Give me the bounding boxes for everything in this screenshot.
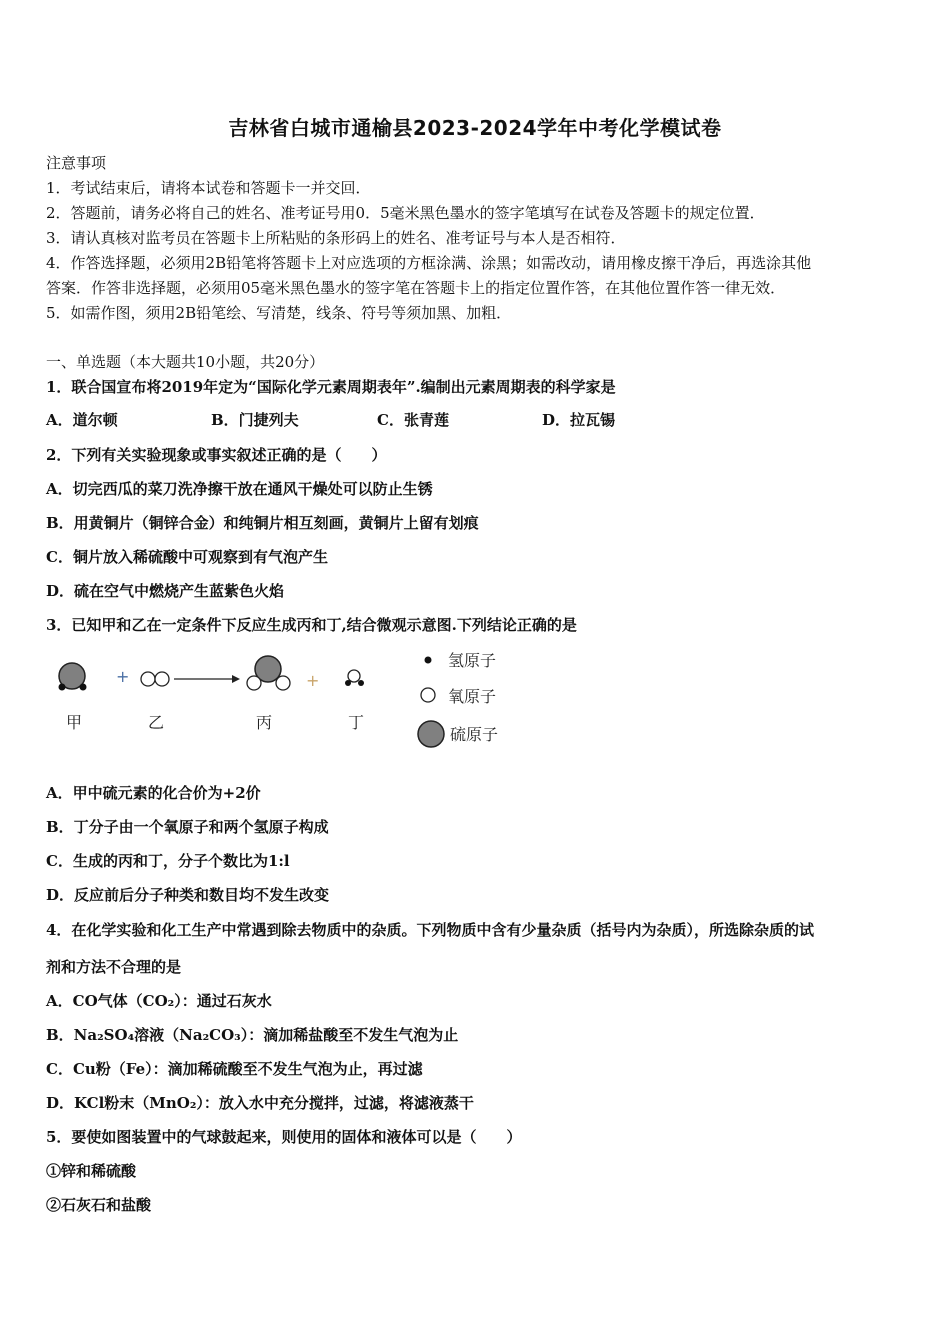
- notice-item: 3．请认真核对监考员在答题卡上所粘贴的条形码上的姓名、准考证号与本人是否相符．: [46, 229, 626, 247]
- notice-item: 1．考试结束后，请将本试卷和答题卡一并交回．: [46, 179, 371, 197]
- q1-option-a: A．道尔顿: [46, 411, 118, 429]
- q4-option-c: C．Cu粉（Fe）：滴加稀硫酸至不发生气泡为止，再过滤: [46, 1060, 423, 1078]
- notice-item: 2．答题前，请务必将自己的姓名、准考证号用0．5毫米黑色墨水的签字笔填写在试卷及答题卡的规定位置．: [46, 204, 765, 222]
- q5-item-2: ②石灰石和盐酸: [46, 1196, 152, 1214]
- q2-option-a: A．切完西瓜的菜刀洗净擦干放在通风干燥处可以防止生锈: [46, 480, 433, 498]
- q4-option-d: D．KCl粉末（MnO₂）：放入水中充分搅拌，过滤，将滤液蒸干: [46, 1094, 474, 1112]
- q1-option-d: D．拉瓦锡: [542, 411, 616, 429]
- plus-sign: +: [306, 671, 320, 690]
- label-ding: 丁: [348, 713, 365, 732]
- notice-item: 答案．作答非选择题，必须用05毫米黑色墨水的签字笔在答题卡上的指定位置作答，在其他位置作答一律无效．: [46, 279, 786, 297]
- q4-option-b: B．Na₂SO₄溶液（Na₂CO₃）：滴加稀盐酸至不发生气泡为止: [46, 1026, 459, 1044]
- q3-option-a: A．甲中硫元素的化合价为+2价: [46, 784, 261, 802]
- label-yi: 乙: [148, 713, 165, 732]
- q4-stem-line2: 剂和方法不合理的是: [46, 958, 182, 976]
- q1-option-c: C．张青莲: [377, 411, 449, 429]
- legend-oxygen: 氧原子: [448, 687, 497, 706]
- molecule-yi: [141, 672, 169, 686]
- q1-stem: 1．联合国宣布将2019年定为“国际化学元素周期表年”.编制出元素周期表的科学家是: [46, 378, 616, 396]
- q2-stem: 2．下列有关实验现象或事实叙述正确的是（ ）: [46, 446, 387, 464]
- q2-option-d: D．硫在空气中燃烧产生蓝紫色火焰: [46, 582, 285, 600]
- q2-option-b: B．用黄铜片（铜锌合金）和纯铜片相互刻画，黄铜片上留有划痕: [46, 514, 479, 532]
- molecule-jia: [59, 663, 87, 691]
- molecule-bing: [247, 656, 290, 690]
- oxygen-atom-icon: [421, 688, 435, 702]
- page-title: 吉林省白城市通榆县2023-2024学年中考化学模试卷: [228, 116, 722, 140]
- legend-hydrogen: 氢原子: [448, 651, 497, 670]
- q3-option-b: B．丁分子由一个氧原子和两个氢原子构成: [46, 818, 329, 836]
- q4-stem-line1: 4．在化学实验和化工生产中常遇到除去物质中的杂质。下列物质中含有少量杂质（括号内为杂质），所选除杂质的试: [46, 921, 814, 939]
- q3-option-d: D．反应前后分子种类和数目均不发生改变: [46, 886, 330, 904]
- q3-stem: 3．已知甲和乙在一定条件下反应生成丙和丁,结合微观示意图.下列结论正确的是: [46, 616, 577, 634]
- notice-item: 4．作答选择题，必须用2B铅笔将答题卡上对应选项的方框涂满、涂黑；如需改动，请用橡皮擦干净后，再选涂其他: [46, 254, 812, 272]
- legend-sulfur: 硫原子: [450, 725, 499, 744]
- q2-option-c: C．铜片放入稀硫酸中可观察到有气泡产生: [46, 548, 328, 566]
- q1-option-b: B．门捷列夫: [211, 411, 299, 429]
- q5-stem: 5．要使如图装置中的气球鼓起来，则使用的固体和液体可以是（ ）: [46, 1128, 522, 1146]
- q4-option-a: A．CO气体（CO₂）：通过石灰水: [46, 992, 272, 1010]
- q3-option-c: C．生成的丙和丁，分子个数比为1:l: [46, 852, 290, 870]
- label-jia: 甲: [66, 713, 83, 732]
- section-heading: 一、单选题（本大题共10小题，共20分）: [46, 353, 325, 371]
- reaction-diagram: [46, 648, 526, 758]
- hydrogen-atom-icon: [425, 657, 432, 664]
- molecule-ding: [345, 670, 364, 686]
- reaction-arrow: [174, 675, 240, 683]
- notice-heading: 注意事项: [46, 154, 107, 172]
- notice-item: 5．如需作图，须用2B铅笔绘、写清楚，线条、符号等须加黑、加粗．: [46, 304, 512, 322]
- q5-item-1: ①锌和稀硫酸: [46, 1162, 137, 1180]
- label-bing: 丙: [256, 713, 273, 732]
- plus-sign: +: [116, 667, 130, 686]
- sulfur-atom-icon: [418, 721, 444, 747]
